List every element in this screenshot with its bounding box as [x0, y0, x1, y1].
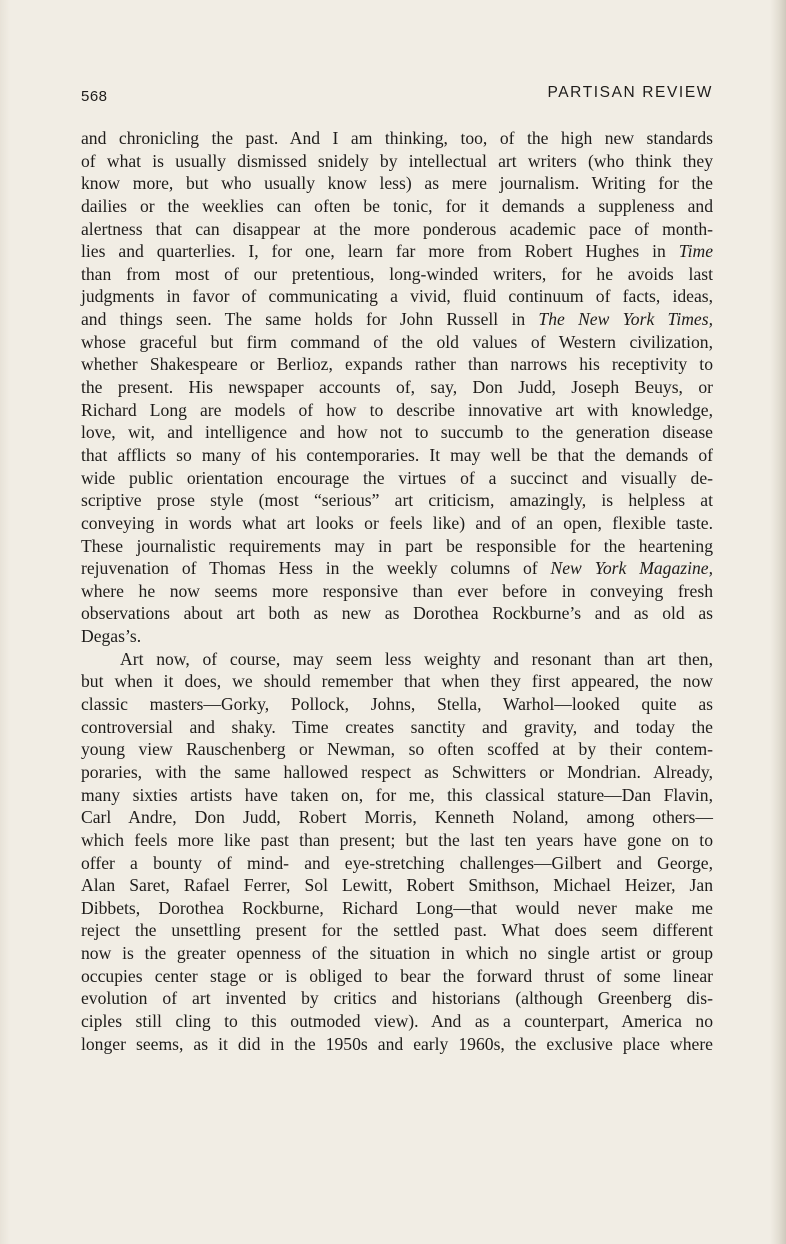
- text-line: classic masters—Gorky, Pollock, Johns, Stella, Warhol—looked quite as: [81, 694, 713, 715]
- text-line: Degas’s.: [81, 626, 142, 647]
- publication-title: The New York Times,: [538, 309, 713, 330]
- text-line: Richard Long are models of how to describe innovative art with knowledge,: [81, 399, 713, 420]
- text-line: young view Rauschenberg or Newman, so often scoffed at by their contem-: [81, 739, 713, 760]
- text-line: judgments in favor of communicating a vivid, fluid continuum of facts, ideas,: [81, 286, 713, 307]
- text-line: but when it does, we should remember that when they first appeared, the now: [81, 671, 713, 692]
- text-line: reject the unsettling present for the settled past. What does seem different: [81, 920, 713, 941]
- text-line: ciples still cling to this outmoded view). And as a counterpart, America no: [81, 1010, 713, 1031]
- page-edge: [770, 0, 786, 1244]
- text-line: and chronicling the past. And I am thinking, too, of the high new standards: [81, 128, 713, 148]
- running-head: [81, 84, 713, 106]
- text-line: than from most of our pretentious, long-winded writers, for he avoids last: [81, 263, 713, 284]
- text-line: Alan Saret, Rafael Ferrer, Sol Lewitt, Robert Smithson, Michael Heizer, Jan: [81, 875, 713, 896]
- text-line: now is the greater openness of the situation in which no single artist or group: [81, 943, 713, 964]
- text-line: longer seems, as it did in the 1950s and early 1960s, the exclusive place where: [81, 1033, 713, 1054]
- text-line: evolution of art invented by critics and historians (although Greenberg dis-: [81, 988, 713, 1009]
- text-line: Carl Andre, Don Judd, Robert Morris, Kenneth Noland, among others—: [81, 807, 713, 828]
- paragraph-first-line: Art now, of course, may seem less weighty and resonant than art then,: [120, 648, 713, 669]
- publication-title: New York Magazine,: [550, 558, 713, 579]
- text-line: that afflicts so many of his contemporaries. It may well be that the demands of: [81, 444, 713, 465]
- text-line: offer a bounty of mind- and eye-stretching challenges—Gilbert and George,: [81, 852, 713, 873]
- text-line: love, wit, and intelligence and how not to succumb to the generation disease: [81, 422, 713, 443]
- body-text: [81, 127, 713, 1055]
- text-line: poraries, with the same hallowed respect as Schwitters or Mondrian. Already,: [81, 761, 713, 782]
- text-line: know more, but who usually know less) as mere journalism. Writing for the: [81, 173, 713, 194]
- text-line: lies and quarterlies. I, for one, learn far more from Robert Hughes in Time: [81, 241, 713, 262]
- text-line: which feels more like past than present; but the last ten years have gone on to: [81, 829, 713, 850]
- text-line: the present. His newspaper accounts of, say, Don Judd, Joseph Beuys, or: [81, 377, 713, 398]
- text-line: whose graceful but firm command of the old values of Western civilization,: [81, 331, 713, 352]
- page-number: 568: [81, 88, 108, 105]
- text-line: where he now seems more responsive than ever before in conveying fresh: [81, 580, 713, 601]
- publication-title: Time: [678, 241, 713, 262]
- text-line: These journalistic requirements may in part be responsible for the heartening: [81, 535, 713, 556]
- text-line: scriptive prose style (most “serious” art criticism, amazingly, is helpless at: [81, 490, 713, 511]
- text-line: whether Shakespeare or Berlioz, expands rather than narrows his receptivity to: [81, 354, 713, 375]
- page-gutter-shadow: [0, 0, 10, 1244]
- text-line: occupies center stage or is obliged to bear the forward thrust of some linear: [81, 965, 713, 986]
- text-line: of what is usually dismissed snidely by intellectual art writers (who think they: [81, 150, 713, 171]
- text-line: rejuvenation of Thomas Hess in the weekly columns of New York Magazine,: [81, 558, 713, 579]
- text-line: many sixties artists have taken on, for me, this classical stature—Dan Flavin,: [81, 784, 713, 805]
- text-line: wide public orientation encourage the virtues of a succinct and visually de-: [81, 467, 713, 488]
- text-line: observations about art both as new as Dorothea Rockburne’s and as old as: [81, 603, 713, 624]
- text-line: conveying in words what art looks or feels like) and of an open, flexible taste.: [81, 512, 713, 533]
- text-line: and things seen. The same holds for John Russell in The New York Times,: [81, 309, 713, 330]
- text-line: alertness that can disappear at the more ponderous academic pace of month-: [81, 218, 713, 239]
- text-line: Dibbets, Dorothea Rockburne, Richard Long—that would never make me: [81, 897, 713, 918]
- journal-title: PARTISAN REVIEW: [547, 84, 713, 101]
- text-line: dailies or the weeklies can often be tonic, for it demands a suppleness and: [81, 195, 713, 216]
- text-line: controversial and shaky. Time creates sanctity and gravity, and today the: [81, 716, 713, 737]
